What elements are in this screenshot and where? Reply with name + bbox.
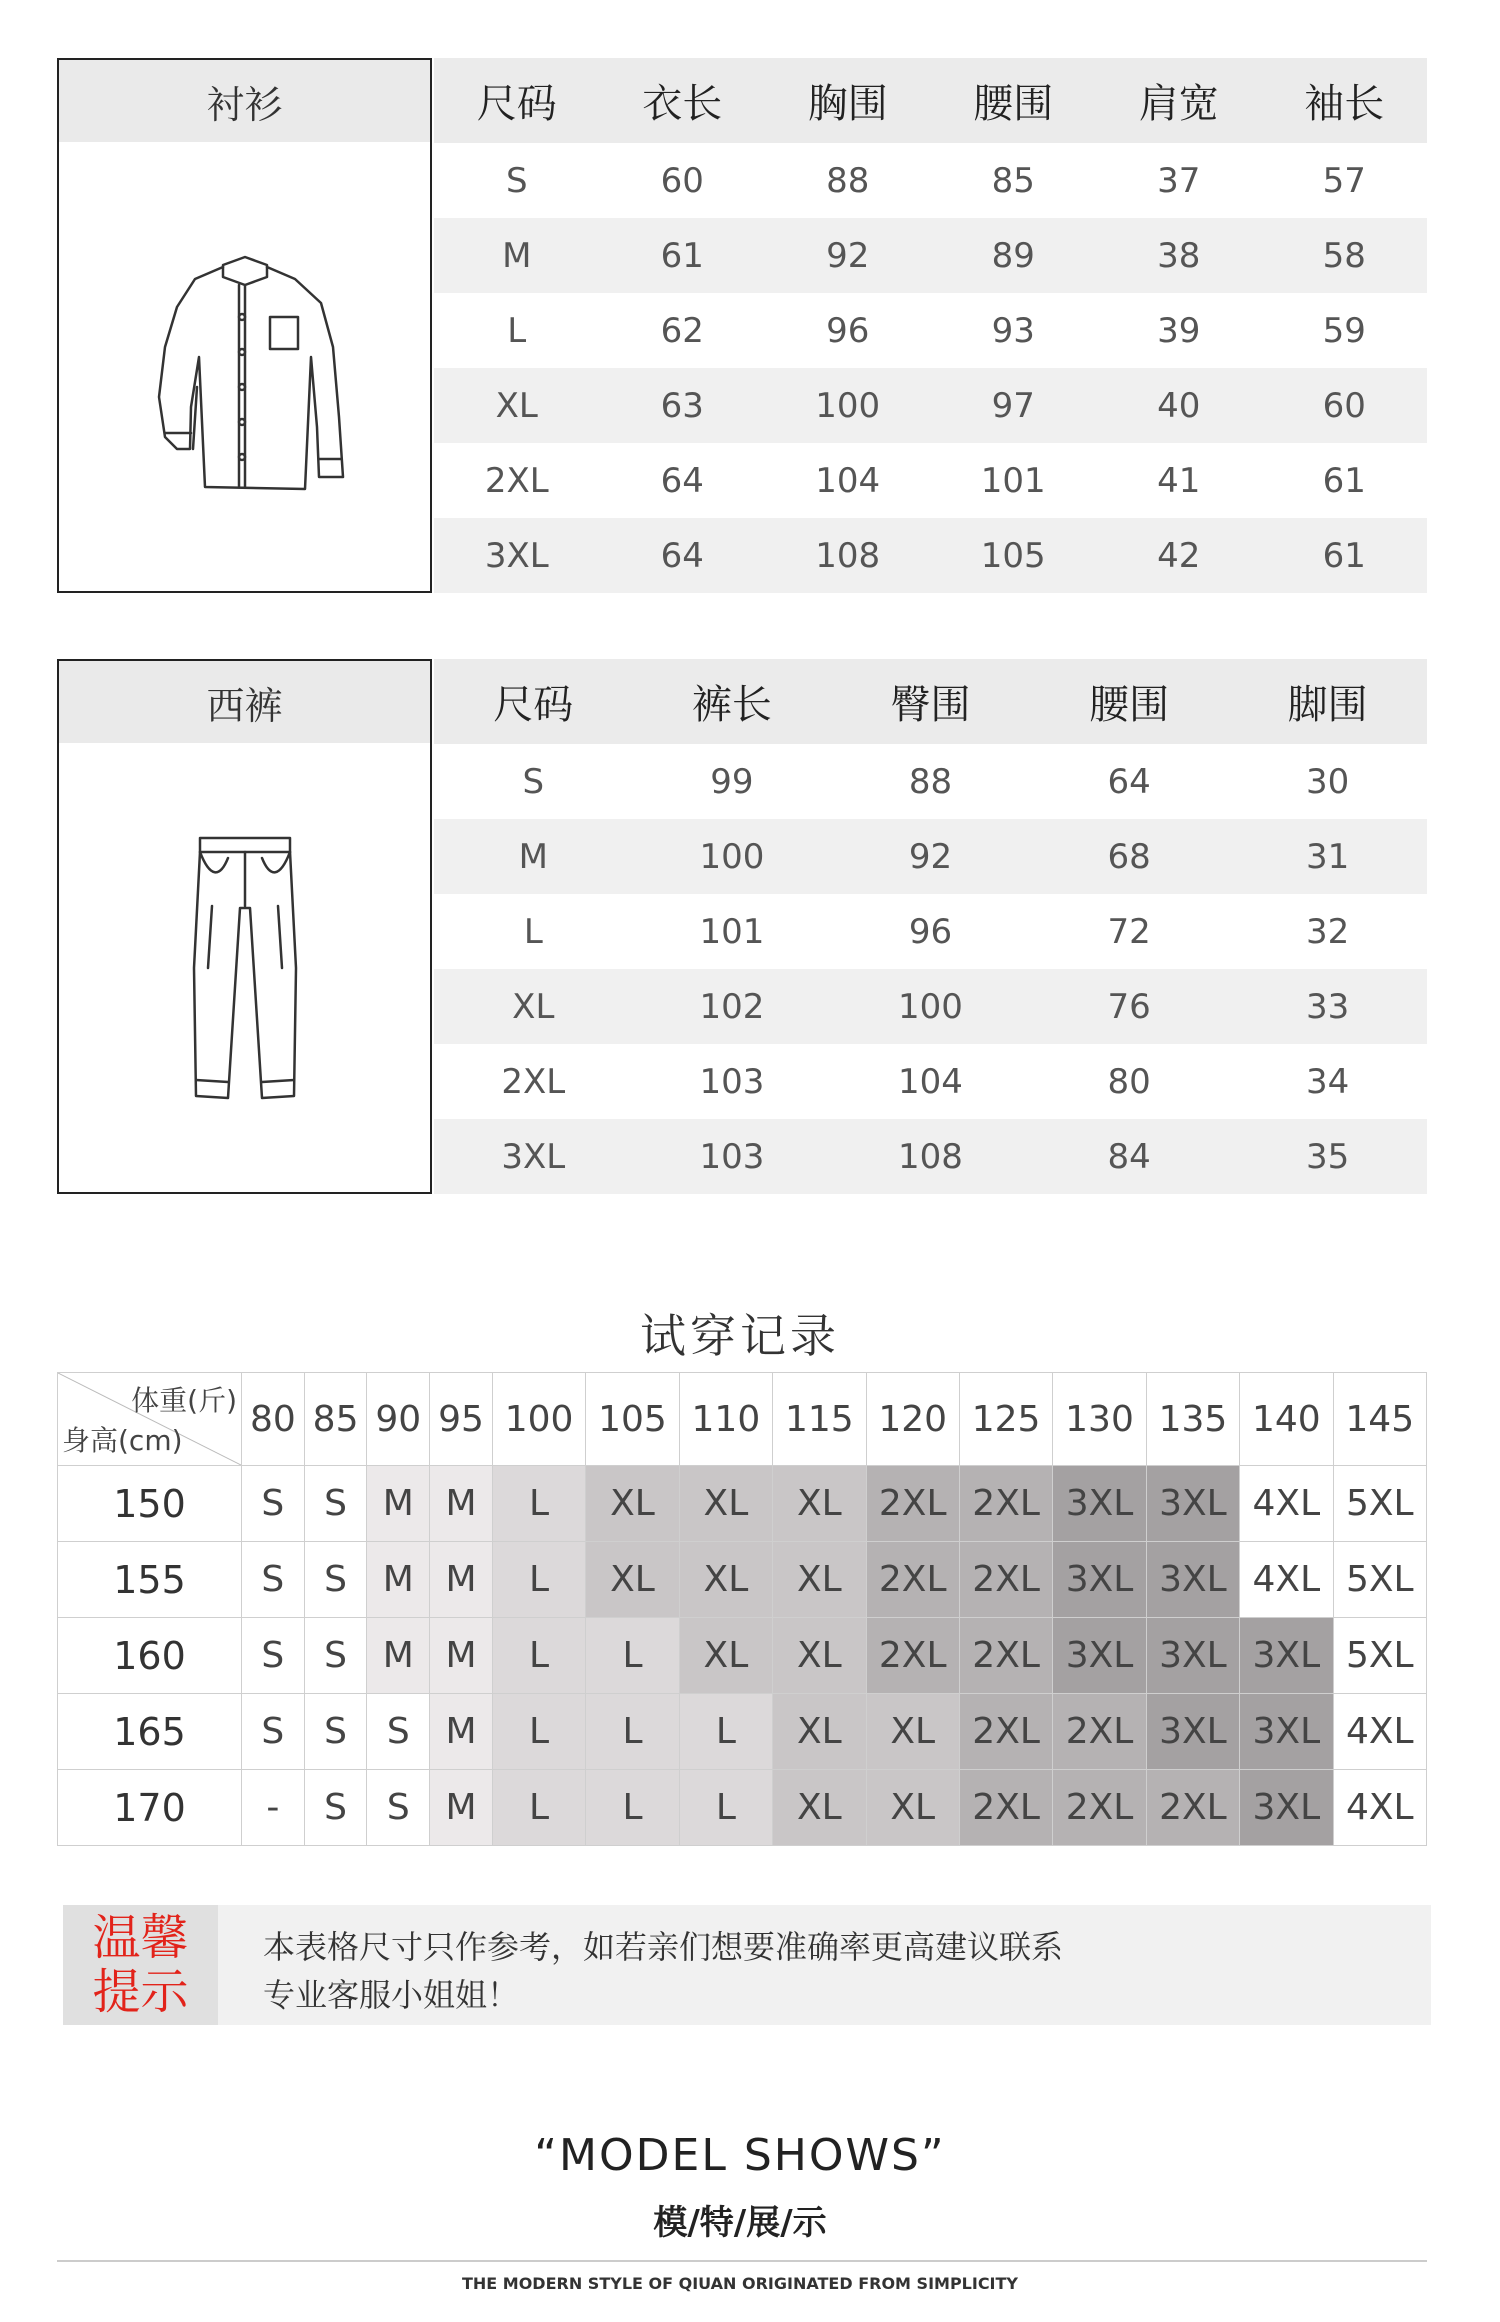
table-cell: 63	[660, 385, 704, 426]
table-cell: 80	[1107, 1061, 1151, 1102]
pants-illustration-icon	[59, 743, 430, 1192]
size-cell: M	[367, 1542, 430, 1618]
table-cell: 62	[660, 310, 704, 351]
model-shows-title: “MODEL SHOWS”	[534, 2130, 946, 2181]
table-cell: 99	[710, 761, 754, 802]
weight-header-cell: 125	[959, 1373, 1052, 1466]
size-cell: -	[242, 1770, 305, 1846]
table-row	[434, 368, 1427, 443]
table-row	[58, 1466, 1427, 1542]
table-cell: 68	[1107, 836, 1151, 877]
table-cell: 108	[815, 535, 881, 576]
table-row	[434, 744, 1427, 819]
table-cell: 61	[1322, 535, 1366, 576]
table-cell: 101	[699, 911, 765, 952]
table-cell: 100	[699, 836, 765, 877]
table-cell: 59	[1322, 310, 1366, 351]
weight-header-cell: 95	[430, 1373, 493, 1466]
table-cell: 39	[1157, 310, 1201, 351]
size-cell: L	[492, 1618, 585, 1694]
size-cell: XL	[773, 1770, 866, 1846]
size-cell: 3XL	[1146, 1466, 1239, 1542]
weight-header-cell: 90	[367, 1373, 430, 1466]
pants-image-box	[57, 659, 432, 1194]
size-cell: XL	[866, 1694, 959, 1770]
size-cell: 2XL	[1053, 1694, 1146, 1770]
table-row	[434, 443, 1427, 518]
table-row	[58, 1770, 1427, 1846]
table-cell: 64	[1107, 761, 1151, 802]
size-cell: XL	[773, 1694, 866, 1770]
table-cell: 64	[660, 535, 704, 576]
size-cell: 2XL	[959, 1466, 1052, 1542]
size-cell: 5XL	[1333, 1618, 1426, 1694]
header-cell: 裤长	[691, 682, 772, 728]
size-cell: 4XL	[1333, 1694, 1426, 1770]
table-row	[58, 1618, 1427, 1694]
header-cell: 尺码	[476, 81, 557, 127]
notice-text-line2: 专业客服小姐姐！	[263, 1976, 520, 2014]
size-cell: 3XL	[1146, 1618, 1239, 1694]
size-cell: XL	[586, 1466, 679, 1542]
shirt-image-box	[57, 58, 432, 593]
size-cell: 5XL	[1333, 1542, 1426, 1618]
table-cell: 61	[660, 235, 704, 276]
table-cell: 40	[1157, 385, 1201, 426]
table-row	[58, 1542, 1427, 1618]
size-cell: S	[367, 1694, 430, 1770]
shirt-table-title: 衬衫	[59, 60, 430, 142]
size-cell: L	[586, 1694, 679, 1770]
table-cell: 100	[815, 385, 881, 426]
table-cell: 37	[1157, 160, 1201, 201]
size-cell: S	[367, 1770, 430, 1846]
size-cell: M	[430, 1694, 493, 1770]
size-cell: L	[679, 1770, 772, 1846]
table-cell: 92	[826, 235, 870, 276]
notice-text-line1: 本表格尺寸只作参考，如若亲们想要准确率更高建议联系	[263, 1928, 1064, 1966]
size-cell: 3XL	[1053, 1466, 1146, 1542]
size-cell: M	[430, 1542, 493, 1618]
table-cell: XL	[495, 385, 538, 426]
header-cell: 腰围	[973, 81, 1054, 127]
table-cell: 104	[898, 1061, 963, 1102]
notice-text	[263, 1923, 1063, 2019]
size-cell: 2XL	[866, 1618, 959, 1694]
table-cell: 105	[980, 535, 1046, 576]
notice-tag	[63, 1905, 218, 2025]
table-cell: 84	[1107, 1136, 1151, 1177]
weight-header-cell: 115	[773, 1373, 866, 1466]
table-cell: M	[502, 235, 532, 276]
pants-size-table	[57, 659, 1427, 1194]
table-row	[434, 218, 1427, 293]
table-cell: 103	[699, 1136, 765, 1177]
table-cell: 2XL	[501, 1061, 566, 1102]
size-cell: L	[492, 1542, 585, 1618]
table-cell: 76	[1107, 986, 1151, 1027]
header-cell: 尺码	[493, 682, 574, 728]
table-row	[434, 969, 1427, 1044]
size-cell: L	[586, 1618, 679, 1694]
table-cell: 96	[826, 310, 870, 351]
weight-header-cell: 100	[492, 1373, 585, 1466]
trial-header-row	[58, 1373, 1427, 1466]
trial-record-table	[57, 1372, 1427, 1846]
height-cell: 155	[58, 1542, 242, 1618]
size-cell: S	[242, 1618, 305, 1694]
size-cell: L	[492, 1466, 585, 1542]
table-cell: 85	[991, 160, 1035, 201]
table-row	[434, 518, 1427, 593]
table-cell: 103	[699, 1061, 765, 1102]
pants-size-grid	[434, 659, 1427, 1194]
table-cell: 32	[1306, 911, 1350, 952]
table-cell: L	[507, 310, 527, 351]
size-cell: 5XL	[1333, 1466, 1426, 1542]
size-cell: L	[492, 1770, 585, 1846]
table-cell: 100	[898, 986, 963, 1027]
table-cell: 34	[1306, 1061, 1350, 1102]
table-cell: 93	[991, 310, 1035, 351]
size-cell: S	[304, 1466, 367, 1542]
size-cell: M	[430, 1618, 493, 1694]
size-cell: S	[304, 1770, 367, 1846]
table-cell: 89	[991, 235, 1035, 276]
table-cell: 64	[660, 460, 704, 501]
size-cell: 2XL	[959, 1694, 1052, 1770]
notice-tag-line1: 温馨	[92, 1910, 189, 1966]
notice-box	[63, 1905, 1431, 2025]
table-cell: 3XL	[484, 535, 549, 576]
header-cell: 臀围	[890, 682, 971, 728]
size-cell: M	[430, 1466, 493, 1542]
size-cell: M	[367, 1466, 430, 1542]
header-cell: 腰围	[1089, 682, 1170, 728]
size-cell: 3XL	[1240, 1694, 1333, 1770]
size-cell: 3XL	[1146, 1542, 1239, 1618]
size-cell: M	[367, 1618, 430, 1694]
size-cell: XL	[679, 1466, 772, 1542]
notice-tag-line2: 提示	[92, 1964, 189, 2020]
table-cell: L	[523, 911, 543, 952]
size-cell: 4XL	[1240, 1542, 1333, 1618]
size-cell: L	[679, 1694, 772, 1770]
divider	[57, 2260, 1427, 2262]
weight-header-cell: 110	[679, 1373, 772, 1466]
table-cell: 108	[898, 1136, 963, 1177]
size-cell: M	[430, 1770, 493, 1846]
table-cell: 35	[1306, 1136, 1350, 1177]
size-cell: XL	[866, 1770, 959, 1846]
shirt-size-table	[57, 58, 1427, 593]
weight-header-cell: 120	[866, 1373, 959, 1466]
table-cell: 3XL	[501, 1136, 566, 1177]
table-row	[434, 293, 1427, 368]
size-cell: XL	[773, 1618, 866, 1694]
table-header-row	[434, 58, 1427, 143]
size-cell: 3XL	[1053, 1618, 1146, 1694]
table-cell: 60	[1322, 385, 1366, 426]
table-cell: 101	[980, 460, 1046, 501]
weight-header-cell: 85	[304, 1373, 367, 1466]
size-cell: 3XL	[1240, 1770, 1333, 1846]
height-cell: 170	[58, 1770, 242, 1846]
table-cell: 57	[1322, 160, 1366, 201]
height-label: 身高(cm)	[62, 1424, 183, 1457]
trial-record-title: 试穿记录	[640, 1309, 840, 1363]
header-cell: 衣长	[642, 81, 723, 127]
size-cell: 2XL	[1053, 1770, 1146, 1846]
table-cell: 102	[699, 986, 765, 1027]
size-cell: 2XL	[959, 1770, 1052, 1846]
table-cell: 41	[1157, 460, 1201, 501]
size-cell: 2XL	[959, 1618, 1052, 1694]
height-cell: 160	[58, 1618, 242, 1694]
header-cell: 肩宽	[1138, 81, 1219, 127]
table-cell: 33	[1306, 986, 1350, 1027]
table-row	[434, 1044, 1427, 1119]
table-row	[434, 1119, 1427, 1194]
table-row	[58, 1694, 1427, 1770]
table-cell: 60	[660, 160, 704, 201]
model-shows-subtitle: 模/特/展/示	[653, 2203, 827, 2243]
size-cell: S	[242, 1542, 305, 1618]
table-cell: 104	[815, 460, 881, 501]
pants-table-title: 西裤	[59, 661, 430, 743]
size-cell: 4XL	[1333, 1770, 1426, 1846]
size-cell: 2XL	[866, 1466, 959, 1542]
weight-header-cell: 145	[1333, 1373, 1426, 1466]
weight-header-cell: 80	[242, 1373, 305, 1466]
table-cell: 88	[908, 761, 953, 802]
table-cell: 96	[908, 911, 953, 952]
table-cell: 72	[1107, 911, 1151, 952]
size-cell: 2XL	[866, 1542, 959, 1618]
table-cell: XL	[512, 986, 555, 1027]
size-cell: XL	[773, 1466, 866, 1542]
size-cell: XL	[773, 1542, 866, 1618]
size-cell: 2XL	[1146, 1770, 1239, 1846]
size-cell: XL	[679, 1542, 772, 1618]
table-row	[434, 894, 1427, 969]
weight-label: 体重(斤)	[131, 1384, 237, 1417]
weight-header-cell: 130	[1053, 1373, 1146, 1466]
size-cell: 2XL	[959, 1542, 1052, 1618]
size-cell: XL	[679, 1618, 772, 1694]
size-cell: L	[586, 1770, 679, 1846]
size-cell: 3XL	[1146, 1694, 1239, 1770]
weight-header-cell: 135	[1146, 1373, 1239, 1466]
size-cell: S	[242, 1466, 305, 1542]
table-cell: S	[522, 761, 545, 802]
table-cell: 42	[1157, 535, 1201, 576]
table-cell: 30	[1306, 761, 1350, 802]
size-cell: L	[492, 1694, 585, 1770]
weight-header-cell: 105	[586, 1373, 679, 1466]
table-cell: 61	[1322, 460, 1366, 501]
size-cell: S	[304, 1542, 367, 1618]
size-cell: 4XL	[1240, 1466, 1333, 1542]
size-cell: 3XL	[1240, 1618, 1333, 1694]
table-cell: 97	[991, 385, 1035, 426]
table-cell: 38	[1157, 235, 1201, 276]
trial-corner-cell	[58, 1373, 242, 1466]
table-cell: 88	[826, 160, 870, 201]
table-cell: 2XL	[484, 460, 549, 501]
table-row	[434, 143, 1427, 218]
shirt-size-grid	[434, 58, 1427, 593]
brand-slogan: THE MODERN STYLE OF QIUAN ORIGINATED FROM SIMPLICITY	[461, 2274, 1019, 2293]
table-row	[434, 819, 1427, 894]
size-cell: XL	[586, 1542, 679, 1618]
header-cell: 胸围	[807, 81, 888, 127]
header-cell: 脚围	[1287, 682, 1368, 728]
table-cell: S	[505, 160, 528, 201]
table-cell: M	[518, 836, 548, 877]
size-cell: 3XL	[1053, 1542, 1146, 1618]
table-cell: 92	[908, 836, 953, 877]
table-cell: 31	[1306, 836, 1350, 877]
height-cell: 150	[58, 1466, 242, 1542]
table-header-row	[434, 659, 1427, 744]
size-cell: S	[304, 1618, 367, 1694]
table-cell: 58	[1322, 235, 1366, 276]
shirt-illustration-icon	[59, 142, 430, 591]
header-cell: 袖长	[1304, 81, 1385, 127]
height-cell: 165	[58, 1694, 242, 1770]
weight-header-cell: 140	[1240, 1373, 1333, 1466]
size-cell: S	[304, 1694, 367, 1770]
size-cell: S	[242, 1694, 305, 1770]
